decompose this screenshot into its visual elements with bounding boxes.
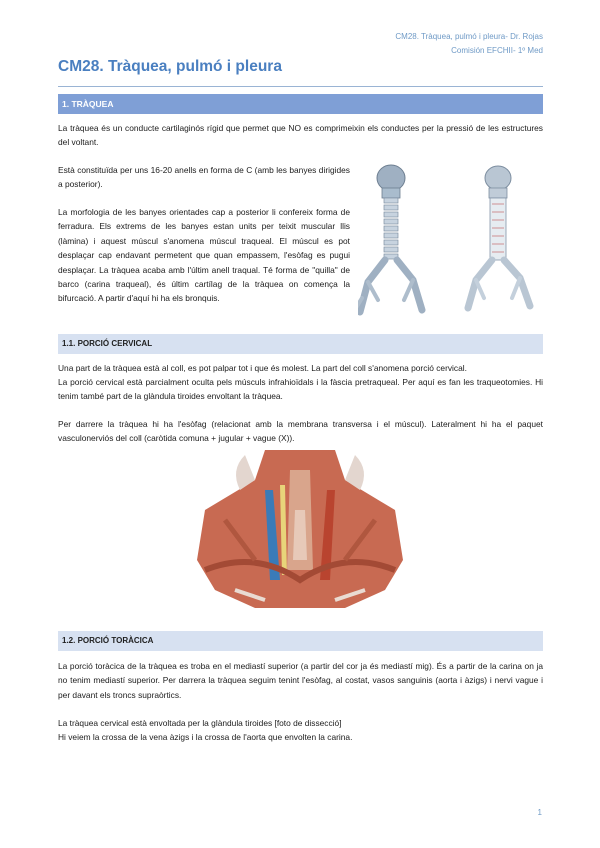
header-line-2: Comisión EFCHII- 1º Med xyxy=(451,46,543,55)
trachea-illustration xyxy=(358,160,543,325)
page-number: 1 xyxy=(537,808,542,817)
running-header xyxy=(395,30,543,58)
section-heading-thoracic: 1.2. PORCIÓ TORÀCICA xyxy=(58,631,543,651)
paragraph-morphology: La morfologia de les banyes orientades cap a posterior li confereix forma de ferradura. Els extrems de les banyes estan units per teixit muscular llis (làmina) i aquest múscul s'anomena múscul traqueal. El múscul es pot desplaçar cap endavant permetent que quan empassem, l'esòfag es pugui desplaçar. La tràquea acaba amb l'últim anell traqual. Té forma de "quilla" de barco (carina traqueal), és últim cartílag de la tràquea on comença la bifurcació. A partir d'aquí hi ha els bronquis. xyxy=(58,207,350,304)
neck-dissection-illustration xyxy=(195,450,405,612)
paragraph-azygos: Hi veiem la crossa de la vena àzigs i la crossa de l'aorta que envolten la carina. xyxy=(58,732,353,742)
paragraph-esophagus: Per darrere la tràquea hi ha l'esòfag (relacionat amb la membrana transversa i el múscul). Lateralment hi ha el paquet vasculonerviós del coll (caròtida comuna + jugular + vague (X)). xyxy=(58,419,543,444)
paragraph-cervical-part: Una part de la tràquea està al coll, es pot palpar tot i que és molest. La part del coll s'anomena porció cervical. xyxy=(58,363,467,373)
section-heading-trachea: 1. TRÀQUEA xyxy=(58,94,543,114)
paragraph-thoracic-part: La porció toràcica de la tràquea es troba en el mediastí superior (a partir del cor ja és mediastí mig). És a partir de la carina on ja no tenim mediastí superior. Per darrera la tràquea seguim tenint l'esòfag, al costat, vasos sanguinis (aorta i àzigs) i nervi vague i per davant els troncs supraòrtics. xyxy=(58,661,543,700)
section-heading-cervical: 1.1. PORCIÓ CERVICAL xyxy=(58,334,543,354)
header-line-1: CM28. Tràquea, pulmó i pleura- Dr. Rojas xyxy=(395,32,543,41)
paragraph-cervical-hidden: La porció cervical està parcialment oculta pels músculs infrahioïdals i la fàscia pretraqueal. Per aquí es fan les traqueotomies. Hi tenim també part de la glàndula tiroides envoltant la tràquea. xyxy=(58,377,543,402)
trachea-anterior-view xyxy=(358,165,422,312)
title-divider xyxy=(58,86,543,87)
paragraph-definition: La tràquea és un conducte cartilaginós rígid que permet que NO es comprimeixin els conductes per la pressió de les estructures del voltant. xyxy=(58,123,543,148)
paragraph-rings: Està constituïda per uns 16-20 anells en forma de C (amb les banyes dirigides a posterior). xyxy=(58,165,350,190)
document-title: CM28. Tràquea, pulmó i pleura xyxy=(58,58,282,75)
paragraph-thyroid: La tràquea cervical està envoltada per la glàndula tiroides [foto de dissecció] xyxy=(58,718,342,728)
trachea-posterior-view xyxy=(468,166,530,308)
